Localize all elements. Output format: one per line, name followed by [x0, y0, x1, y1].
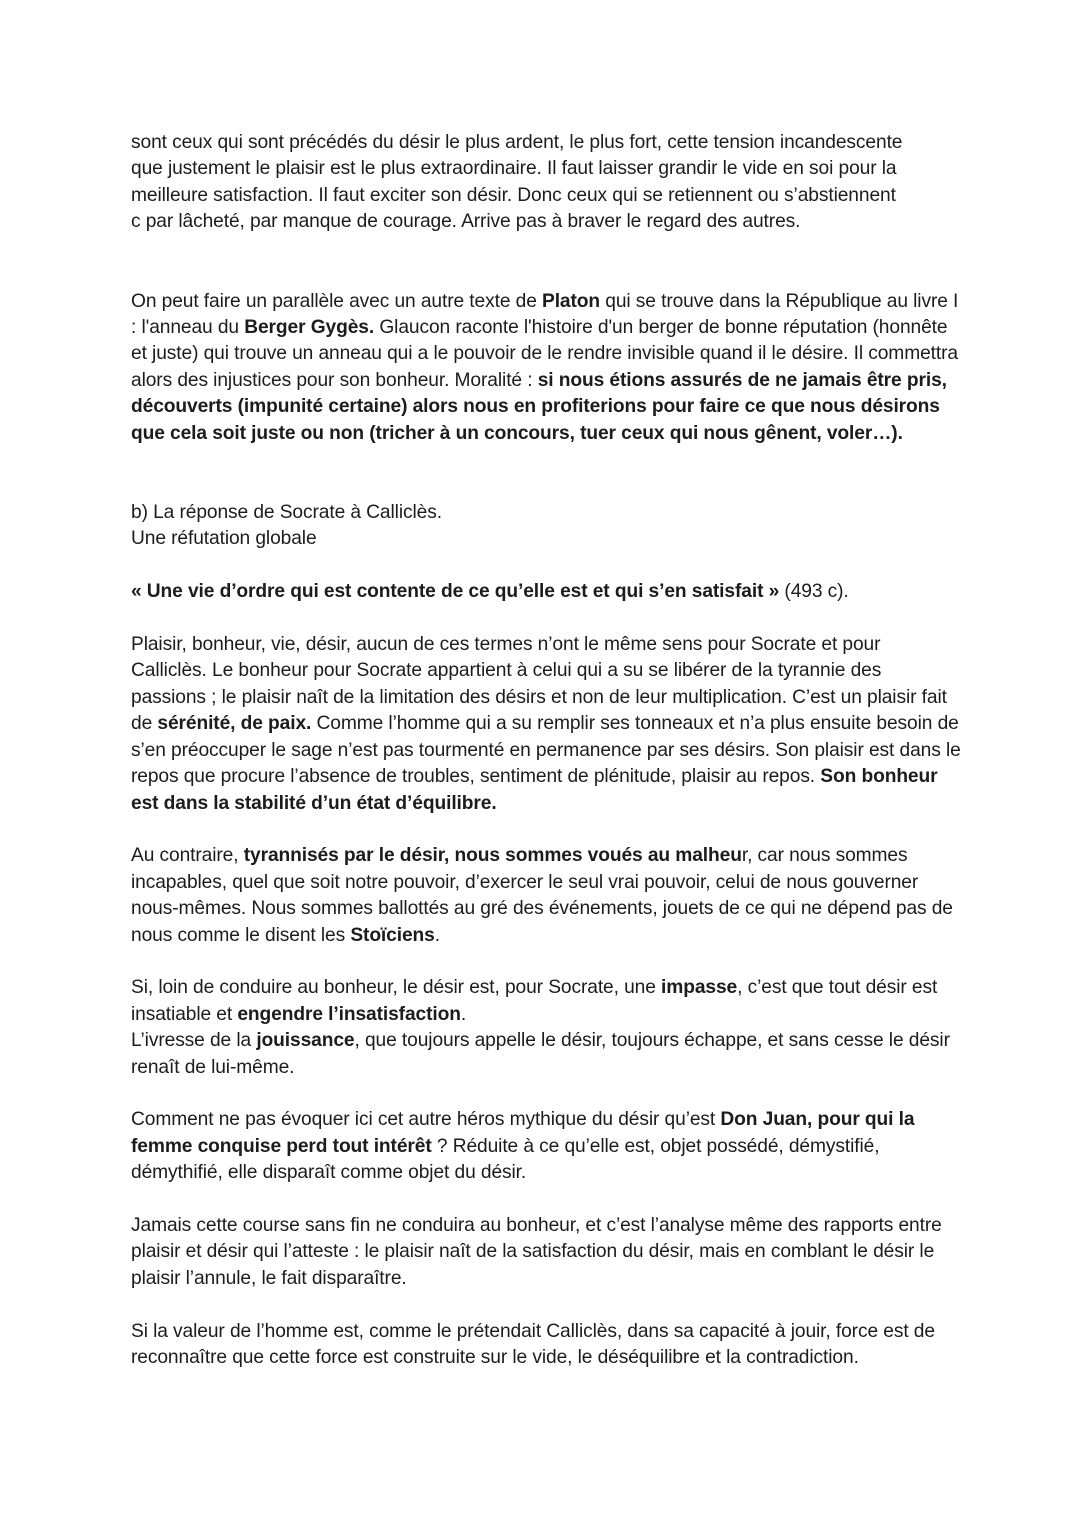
text-run: , que toujours appelle le désir, toujours échappe, et sans cesse le désir renaît de lui-même. — [131, 1030, 950, 1078]
spacer — [131, 553, 961, 579]
paragraph-gyges-ring — [131, 289, 961, 447]
text-run: . — [460, 1003, 467, 1025]
paragraph-socrates-happiness — [131, 632, 961, 817]
text-run: Glaucon raconte l'histoire d'un berger de bonne réputation (honnête et juste) qui trouve un anneau qui a le pouvoir de le rendre invisible quand il le désire. Il commettra alors des injustices pour son bonheur. Moralité : — [131, 317, 958, 391]
text-run: . — [434, 924, 440, 946]
paragraph-conclusion — [131, 1319, 961, 1372]
section-heading — [131, 500, 961, 553]
text-run: Comment ne pas évoquer ici cet autre héros mythique du désir qu’est — [131, 1109, 721, 1131]
text-run: ? Réduite à ce qu’elle est, objet possédé, démystifié, démythifié, elle disparaît comme objet du désir. — [131, 1135, 880, 1184]
text-run: Si la valeur de l’homme est, comme le prétendait Calliclès, dans sa capacité à jouir, force est de reconnaître que cette force est construite sur le vide, le déséquilibre et la contradiction. — [131, 1320, 935, 1368]
bold-run: Stoïciens — [350, 924, 435, 946]
text-run: Comme l’homme qui a su remplir ses tonneaux et n’a plus ensuite besoin de s’en préoccuper le sage n’est pas tourmenté en permanence par ses désirs. Son plaisir est dans le repos que procure l’absence de troubles, sentiment de plénitude, plaisir au repos. — [131, 713, 961, 788]
bold-run: engendre l’insatisfaction — [237, 1003, 461, 1025]
text-run: L’ivresse de la — [131, 1030, 257, 1052]
text-run: Au contraire, — [131, 845, 244, 867]
bold-run: sérénité, de paix. — [157, 713, 312, 735]
text-line: sont ceux qui sont précédés du désir le plus ardent, le plus fort, cette tension incandescente — [131, 132, 903, 153]
paragraph-tyranny-desire — [131, 843, 961, 949]
spacer — [131, 606, 961, 632]
bold-run: si nous étions assurés de ne jamais être pris, découverts (impunité certaine) alors nous en profiterions pour faire ce que nous désirons que cela soit juste ou non (tricher à un concours, tuer ceux qui nous gênent, voler…). — [131, 369, 947, 444]
spacer — [131, 1187, 961, 1213]
bold-run: Berger Gygès. — [244, 317, 375, 339]
text-run: Jamais cette course sans fin ne conduira au bonheur, et c’est l’analyse même des rapports entre plaisir et désir qui l’atteste : le plaisir naît de la satisfaction du désir, mais en comblant le désir le plaisir l’annule, le fait disparaître. — [131, 1214, 942, 1289]
paragraph-endless-race — [131, 1213, 961, 1292]
spacer — [131, 447, 961, 500]
bold-run: Son bonheur est dans la stabilité d’un état d’équilibre. — [131, 766, 938, 814]
text-run: , c’est que tout désir est insatiable et — [131, 977, 938, 1025]
quote-text: « Une vie d’ordre qui est contente de ce qu’elle est et qui s’en satisfait » — [131, 581, 780, 603]
bold-run: jouissance — [256, 1030, 355, 1052]
paragraph-quote — [131, 579, 961, 605]
quote-reference: (493 c). — [779, 581, 849, 603]
paragraph-desire-tension — [131, 130, 961, 236]
text-run: On peut faire un parallèle avec un autre texte de — [131, 290, 542, 312]
text-line: c par lâcheté, par manque de courage. Arrive pas à braver le regard des autres. — [131, 211, 801, 233]
spacer — [131, 1292, 961, 1318]
text-run: r, car nous sommes incapables, quel que soit notre pouvoir, d’exercer le seul vrai pouvoir, celui de nous gouverner nous-mêmes. Nous sommes ballottés au gré des événements, jouets de ce qui ne dépend pas de nous comme le disent les — [131, 845, 953, 946]
document-page — [131, 130, 961, 1371]
spacer — [131, 817, 961, 843]
text-line: que justement le plaisir est le plus extraordinaire. Il faut laisser grandir le vide en soi pour la — [131, 158, 897, 180]
spacer — [131, 236, 961, 289]
paragraph-impasse — [131, 975, 961, 1081]
spacer — [131, 1081, 961, 1107]
spacer — [131, 949, 961, 975]
text-run: Plaisir, bonheur, vie, désir, aucun de ces termes n’ont le même sens pour Socrate et pour Calliclès. Le bonheur pour Socrate appartient à celui qui a su se libérer de la tyrannie des passions ; le plaisir naît de la limitation des désirs et non de leur multiplication. C’est un plaisir fait de — [131, 634, 947, 735]
bold-run: Platon — [542, 290, 601, 312]
bold-run: impasse — [661, 977, 738, 999]
bold-run: Don Juan, pour qui la femme conquise perd tout intérêt — [131, 1109, 915, 1157]
text-run: Si, loin de conduire au bonheur, le désir est, pour Socrate, une — [131, 977, 662, 999]
section-title: b) La réponse de Socrate à Calliclès. — [131, 502, 442, 524]
bold-run: tyrannisés par le désir, nous sommes voués au malheu — [243, 845, 742, 867]
text-run: qui se trouve dans la République au livre I : l'anneau du — [131, 290, 959, 339]
text-line: meilleure satisfaction. Il faut exciter son désir. Donc ceux qui se retiennent ou s’abstiennent — [131, 184, 896, 206]
paragraph-don-juan — [131, 1107, 961, 1186]
section-subtitle: Une réfutation globale — [131, 528, 317, 550]
